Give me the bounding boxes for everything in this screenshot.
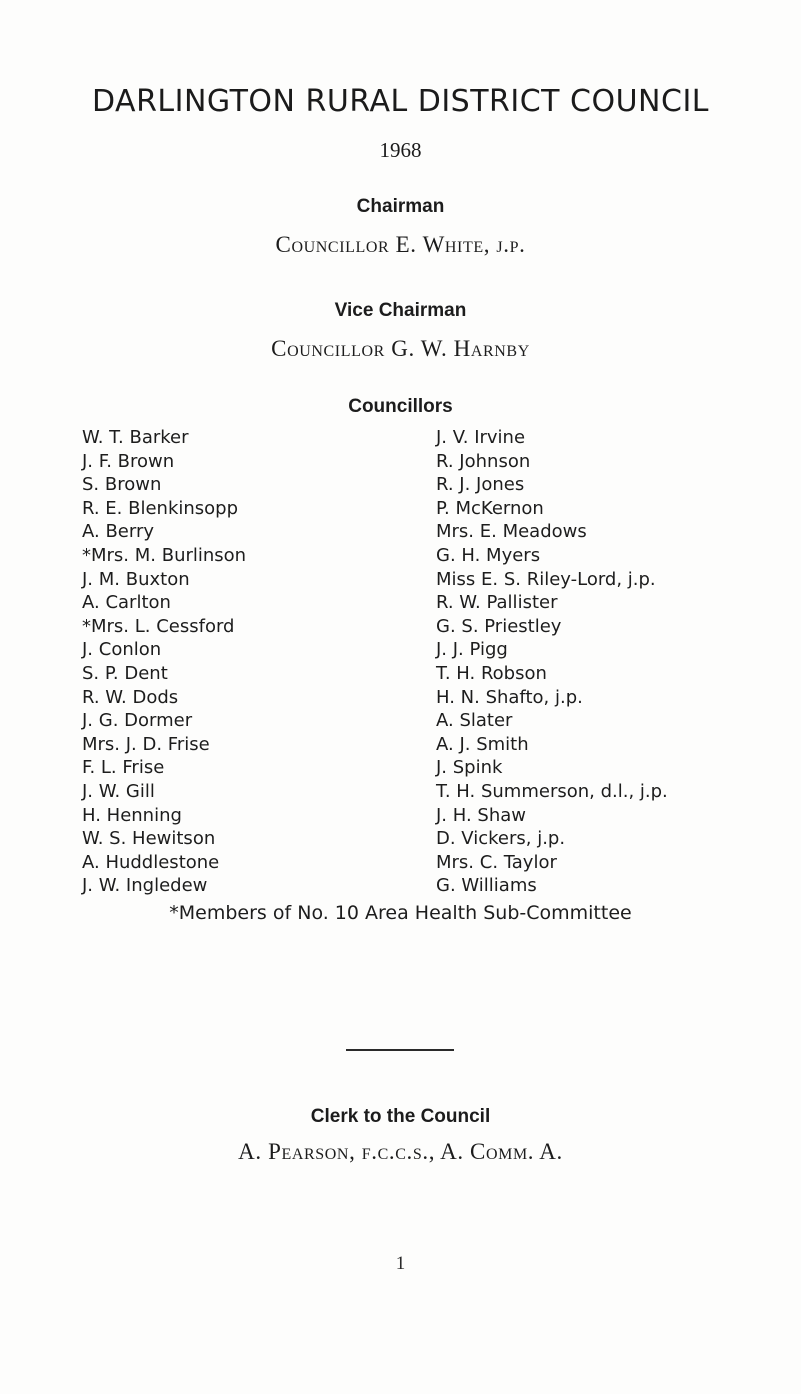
councillor-name: H. Henning xyxy=(82,804,182,826)
councillor-name: A. Slater xyxy=(436,710,513,732)
councillor-name: J. H. Shaw xyxy=(436,804,526,826)
divider-rule xyxy=(346,1049,454,1051)
councillor-name: R. W. Pallister xyxy=(436,592,558,614)
councillor-name: A. J. Smith xyxy=(436,733,529,755)
councillor-name: *Mrs. M. Burlinson xyxy=(82,544,247,566)
clerk-heading: Clerk to the Council xyxy=(310,1106,491,1127)
councillor-name: H. N. Shafto, j.p. xyxy=(436,686,583,708)
councillor-name: J. Spink xyxy=(436,757,503,779)
councillor-name: A. Huddlestone xyxy=(82,851,220,873)
chairman-name: Councillor E. White, j.p. xyxy=(275,232,526,257)
councillor-name: J. W. Ingledew xyxy=(82,875,208,897)
councillor-name: S. Brown xyxy=(82,474,162,496)
councillors-left-column xyxy=(82,426,246,898)
councillor-name: G. Williams xyxy=(436,875,537,897)
councillor-name: Miss E. S. Riley-Lord, j.p. xyxy=(436,568,656,590)
councillor-name: W. T. Barker xyxy=(82,427,189,448)
councillor-name: J. J. Pigg xyxy=(436,639,508,661)
councillor-name: R. Johnson xyxy=(436,450,531,472)
clerk-name: A. Pearson, f.c.c.s., A. Comm. A. xyxy=(238,1139,563,1164)
councillor-name: J. W. Gill xyxy=(82,780,155,802)
councillor-name: J. V. Irvine xyxy=(436,427,526,448)
councillor-name: J. F. Brown xyxy=(82,450,175,472)
councillor-name: G. H. Myers xyxy=(436,544,541,566)
page-number: 1 xyxy=(395,1253,406,1274)
councillor-name: W. S. Hewitson xyxy=(82,828,216,850)
councillor-name: S. P. Dent xyxy=(82,662,168,684)
councillors-heading: Councillors xyxy=(348,396,453,417)
councillor-name: A. Carlton xyxy=(82,592,171,614)
councillor-name: R. W. Dods xyxy=(82,686,179,708)
committee-footnote: *Members of No. 10 Area Health Sub-Committee xyxy=(169,902,632,924)
councillor-name: J. Conlon xyxy=(82,639,162,661)
vice-chairman-name: Councillor G. W. Harnby xyxy=(271,336,530,361)
councillor-name: Mrs. J. D. Frise xyxy=(82,733,210,755)
councillor-name: J. G. Dormer xyxy=(82,710,193,732)
councillor-name: G. S. Priestley xyxy=(436,615,562,637)
councillor-name: D. Vickers, j.p. xyxy=(436,828,566,850)
councillor-name: Mrs. C. Taylor xyxy=(436,851,557,873)
councillor-name: P. McKernon xyxy=(436,497,544,519)
councillor-name: T. H. Summerson, d.l., j.p. xyxy=(436,780,668,802)
councillor-name: R. E. Blenkinsopp xyxy=(82,497,239,519)
councillor-name: *Mrs. L. Cessford xyxy=(82,615,235,637)
council-title: DARLINGTON RURAL DISTRICT COUNCIL xyxy=(91,84,710,119)
councillor-name: J. M. Buxton xyxy=(82,568,190,590)
councillor-name: F. L. Frise xyxy=(82,757,165,779)
chairman-heading: Chairman xyxy=(356,196,445,217)
year: 1968 xyxy=(379,138,422,162)
councillor-name: T. H. Robson xyxy=(436,662,547,684)
councillor-name: A. Berry xyxy=(82,521,154,543)
vice-chairman-heading: Vice Chairman xyxy=(334,300,467,321)
councillor-name: Mrs. E. Meadows xyxy=(436,521,587,543)
councillor-name: R. J. Jones xyxy=(436,474,525,496)
councillors-right-column xyxy=(436,426,668,898)
